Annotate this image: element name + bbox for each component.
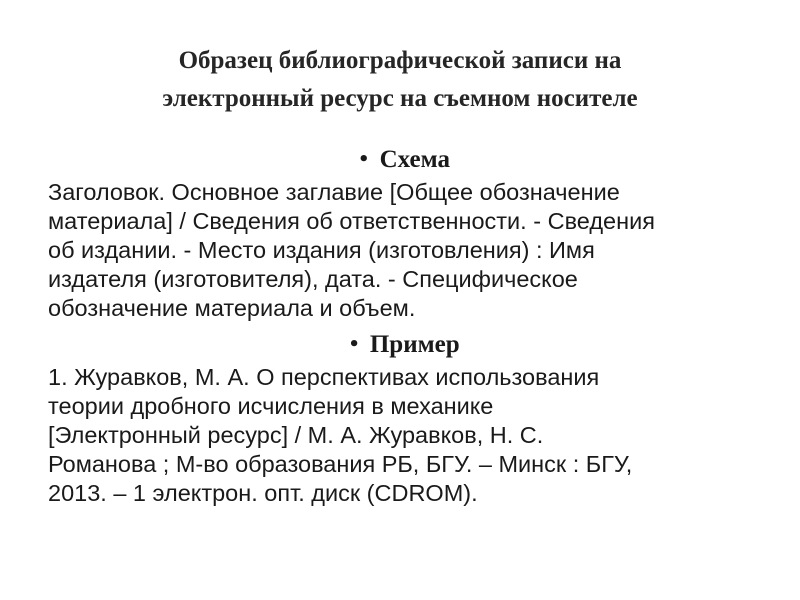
example-text: [48, 363, 760, 508]
title-line-2: электронный ресурс на съемном носителе: [162, 85, 638, 112]
text-line: обозначение материала и объем.: [48, 295, 416, 321]
slide-title: [60, 42, 740, 118]
text-line: 2013. – 1 электрон. опт. диск (CDROM).: [48, 480, 478, 506]
bullet-icon: •: [348, 334, 360, 355]
section-heading-schema: [48, 142, 760, 178]
text-line: [Электронный ресурс] / М. А. Журавков, Н. С.: [48, 422, 544, 448]
section-heading-label: Пример: [369, 331, 460, 358]
section-heading-example: [48, 327, 760, 363]
text-line: Заголовок. Основное заглавие [Общее обозначение: [48, 179, 620, 205]
title-line-1: Образец библиографической записи на: [178, 47, 622, 74]
text-line: Романова ; М-во образования РБ, БГУ. – Минск : БГУ,: [48, 451, 633, 477]
text-line: об издании. - Место издания (изготовления) : Имя: [48, 237, 595, 263]
slide-content: [48, 142, 760, 512]
bullet-icon: •: [358, 149, 370, 170]
section-heading-label: Схема: [379, 146, 450, 173]
text-line: издателя (изготовителя), дата. - Специфическое: [48, 266, 578, 292]
text-line: теории дробного исчисления в механике: [48, 393, 494, 419]
text-line: материала] / Сведения об ответственности. - Сведения: [48, 208, 655, 234]
schema-text: [48, 178, 760, 323]
text-line: 1. Журавков, М. А. О перспективах использования: [48, 364, 600, 390]
